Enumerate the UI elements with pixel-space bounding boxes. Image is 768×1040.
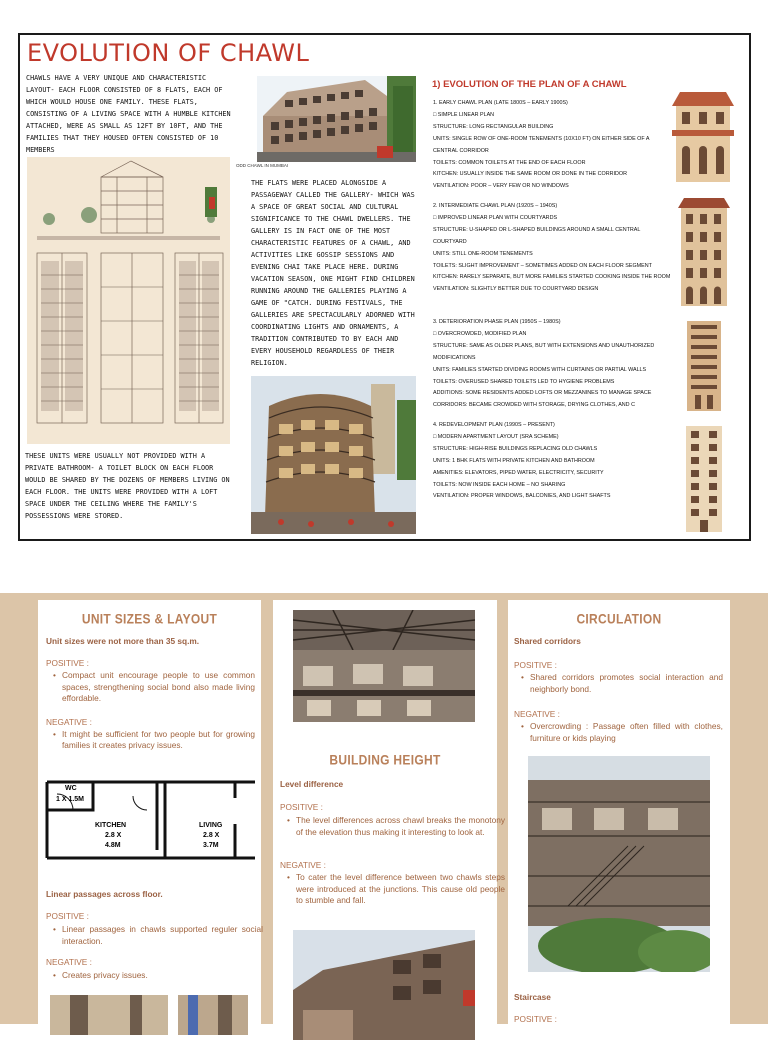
card-title: BUILDING HEIGHT xyxy=(329,751,441,769)
stage-line: VENTILATION: PROPER WINDOWS, BALCONIES, AND LIGHT SHAFTS xyxy=(433,493,611,500)
stage-line: 4. REDEVELOPMENT PLAN (1990S – PRESENT) xyxy=(433,422,555,428)
living-width: 2.8 X xyxy=(203,832,220,839)
stage-line: 3. DETERIORATION PHASE PLAN (1950S – 1980S) xyxy=(433,319,561,325)
passage-photo xyxy=(178,995,248,1035)
stage-line: □ SIMPLE LINEAR PLAN xyxy=(433,111,495,118)
positive-label: POSITIVE : xyxy=(46,911,89,921)
corridor-photo xyxy=(528,756,710,972)
circulation-card xyxy=(508,600,730,1040)
subheading: Level difference xyxy=(280,779,344,789)
stage-line: UNITS: STILL ONE-ROOM TENEMENTS xyxy=(433,250,533,257)
stage-line: STRUCTURE: LONG RECTANGULAR BUILDING xyxy=(433,123,554,130)
building-height-card xyxy=(273,600,505,1040)
negative-label: NEGATIVE : xyxy=(46,716,92,727)
photo-caption: ODD CHAWL IN MUMBAI xyxy=(236,163,289,168)
subheading: Unit sizes were not more than 35 sq.m. xyxy=(46,636,200,646)
stage-line: CORRIDORS: BECAME CROWDED WITH STORAGE, DRYING CLOTHES, AND C xyxy=(433,402,635,409)
evolution-panel xyxy=(18,33,751,541)
tower-stage-1-icon xyxy=(672,90,734,186)
positive-point: • Linear passages in chawls supported reguler social interaction. xyxy=(46,924,263,947)
stage-line: □ IMPROVED LINEAR PLAN WITH COURTYARDS xyxy=(433,214,558,221)
card-title: CIRCULATION xyxy=(576,610,662,628)
stage-line: STRUCTURE: SAME AS OLDER PLANS, BUT WITH EXTENSIONS AND UNAUTHORIZED MODIFICATIONS xyxy=(433,342,655,361)
negative-label: NEGATIVE : xyxy=(46,957,92,967)
stage-line: TOILETS: COMMON TOILETS AT THE END OF EACH FLOOR xyxy=(433,159,586,166)
stage-line: ADDITIONS: SOME RESIDENTS ADDED LOFTS OR MEZZANINES TO MANAGE SPACE xyxy=(433,390,652,397)
unit-sizes-card xyxy=(38,600,261,1040)
units-text: THESE UNITS WERE USUALLY NOT PROVIDED WITH A PRIVATE BATHROOM- A TOILET BLOCK ON EACH FLOOR WOULD BE SHARED BY THE DOZENS OF MEMBERS LIVING ON EACH FLOOR. THE UNITS WERE PROVIDED WITH A LOFT SPACE UNDER THE CEILING WHERE THE FAMILY'S POSSESSIONS WERE STORED. xyxy=(25,452,230,520)
stage-line: UNITS: 1 BHK FLATS WITH PRIVATE KITCHEN AND BATHROOM xyxy=(433,457,595,464)
negative-point: • Creates privacy issues. xyxy=(46,970,263,982)
negative-point: • Overcrowding : Passage often filled with clothes, furniture or kids playing xyxy=(514,721,723,744)
stage-line: 1. EARLY CHAWL PLAN (LATE 1800S – EARLY 1900S) xyxy=(433,100,568,106)
plan-stage-2 xyxy=(433,201,673,296)
tower-stage-3-icon xyxy=(687,321,721,415)
kitchen-label: KITCHEN xyxy=(95,822,127,829)
stage-line: 2. INTERMEDIATE CHAWL PLAN (1920S – 1940S) xyxy=(433,203,558,209)
plan-heading: 1) EVOLUTION OF THE PLAN OF A CHAWL xyxy=(432,79,627,90)
stage-line: UNITS: FAMILIES STARTED DIVIDING ROOMS WITH CURTAINS OR PARTIAL WALLS xyxy=(433,366,647,373)
positive-point: • The level differences across chawl breaks the monotony of the elevation thus making it interesting to look at. xyxy=(280,815,505,838)
subheading: Shared corridors xyxy=(514,636,581,646)
corridor-photo xyxy=(293,610,475,722)
stage-line: STRUCTURE: U-SHAPED OR L-SHAPED BUILDINGS AROUND A SMALL CENTRAL COURTYARD xyxy=(433,226,641,245)
gallery-text: THE FLATS WERE PLACED ALONGSIDE A PASSAGEWAY CALLED THE GALLERY- WHICH WAS A SPACE OF GREAT SOCIAL AND CULTURAL SIGNIFICANCE TO THE CHAWL DWELLERS. THE GALLERY IS IN FACT ONE OF THE MOST CHARACTERISTIC FEATURES OF A CHAWL, AND ACTIVITIES LIKE GOSSIP SESSIONS AND EVENING CHAI TAKE PLACE HERE. DURING VACATION SEASON, ONE MIGHT FIND CHILDREN RUNNING AROUND THE GALLERIES PLAYING A GAME OF "CATCH. DURING FESTIVALS, THE GALLERIES ARE SPECTACULARLY ADORNED WITH COORDINATING LIGHTS AND ORNAMENTS, A TRADITION CONTRIBUTED TO BY EACH AND EVERY HOUSEHOLD REGARDLESS OF THEIR RELIGION. xyxy=(251,179,415,367)
subheading: Linear passages across floor. xyxy=(46,889,163,899)
chawl-sketch xyxy=(27,157,230,444)
living-label: LIVING xyxy=(199,822,223,829)
positive-label: POSITIVE : xyxy=(514,660,557,670)
tower-stage-4-icon xyxy=(686,426,722,536)
positive-point: • Shared corridors promotes social interaction and neighborly bond. xyxy=(514,672,723,695)
tower-stage-2-icon xyxy=(678,196,730,310)
card-title: UNIT SIZES & LAYOUT xyxy=(81,610,218,628)
intro-text: CHAWLS HAVE A VERY UNIQUE AND CHARACTERISTIC LAYOUT- EACH FLOOR CONSISTED OF 8 FLATS, EACH OF WHICH WOULD HOUSE ONE FAMILY. THESE FLATS, CONSISTING OF A LIVING SPACE WITH A HUMBLE KITCHEN ATTACHED, WERE AS SMALL AS 12FT BY 10FT, AND THE FAMILIES THAT THEY HOUSED OFTEN CONSISTED OF 10 MEMBERS xyxy=(26,74,231,154)
negative-label: NEGATIVE : xyxy=(514,709,560,719)
kitchen-width: 2.8 X xyxy=(105,832,122,839)
stage-line: KITCHEN: USUALLY INSIDE THE SAME ROOM OR DONE IN THE CORRIDOR xyxy=(433,171,627,178)
stage-line: UNITS: SINGLE ROW OF ONE-ROOM TENEMENTS (10X10 FT) ON EITHER SIDE OF A CENTRAL CORRIDOR xyxy=(433,135,650,154)
stage-line: TOILETS: NOW INSIDE EACH HOME – NO SHARING xyxy=(433,481,566,488)
stage-line: TOILETS: OVERUSED SHARED TOILETS LED TO HYGIENE PROBLEMS xyxy=(433,378,615,385)
gallery-photo xyxy=(251,376,416,534)
analysis-section xyxy=(0,593,768,1024)
kitchen-height: 4.8M xyxy=(105,842,121,849)
stage-line: KITCHEN: RARELY SEPARATE, BUT MORE FAMILIES STARTED COOKING INSIDE THE ROOM xyxy=(433,274,671,281)
stage-line: TOILETS: SLIGHT IMPROVEMENT – SOMETIMES ADDED ON EACH FLOOR SEGMENT xyxy=(433,262,652,269)
living-height: 3.7M xyxy=(203,842,219,849)
chawl-photo xyxy=(257,76,416,162)
stage-line: □ OVERCROWDED, MODIFIED PLAN xyxy=(433,330,527,337)
page-title: EVOLUTION OF CHAWL xyxy=(27,39,310,67)
passage-photo xyxy=(50,995,168,1035)
positive-point: • Compact unit encourage people to use common spaces, strengthening social bond also made living effordable. xyxy=(46,670,255,705)
negative-label: NEGATIVE : xyxy=(280,860,326,870)
unit-floor-plan xyxy=(45,780,255,860)
negative-point: • It might be sufficient for two people but for growing families it creates privacy issues. xyxy=(46,729,255,752)
wc-label: WC xyxy=(65,785,77,792)
plan-stage-1 xyxy=(433,98,673,193)
plan-stage-4 xyxy=(433,420,673,503)
subheading: Staircase xyxy=(514,992,551,1002)
positive-label: POSITIVE : xyxy=(46,658,89,668)
stage-line: VENTILATION: POOR – VERY FEW OR NO WINDOWS xyxy=(433,183,569,190)
positive-label: POSITIVE : xyxy=(514,1014,557,1024)
negative-point: • To cater the level difference between two chawls steps were introduced at the junctions. This cause old people to stumble and fall. xyxy=(280,872,505,907)
plan-stage-3 xyxy=(433,317,673,412)
stage-line: STRUCTURE: HIGH-RISE BUILDINGS REPLACING OLD CHAWLS xyxy=(433,445,598,452)
stage-line: □ MODERN APARTMENT LAYOUT (SRA SCHEME) xyxy=(433,433,559,440)
positive-label: POSITIVE : xyxy=(280,802,323,812)
wc-size: 1 X 1.5M xyxy=(56,796,85,803)
stage-line: VENTILATION: SLIGHTLY BETTER DUE TO COURTYARD DESIGN xyxy=(433,286,599,293)
stage-line: AMENITIES: ELEVATORS, PIPED WATER, ELECTRICITY, SECURITY xyxy=(433,469,604,476)
